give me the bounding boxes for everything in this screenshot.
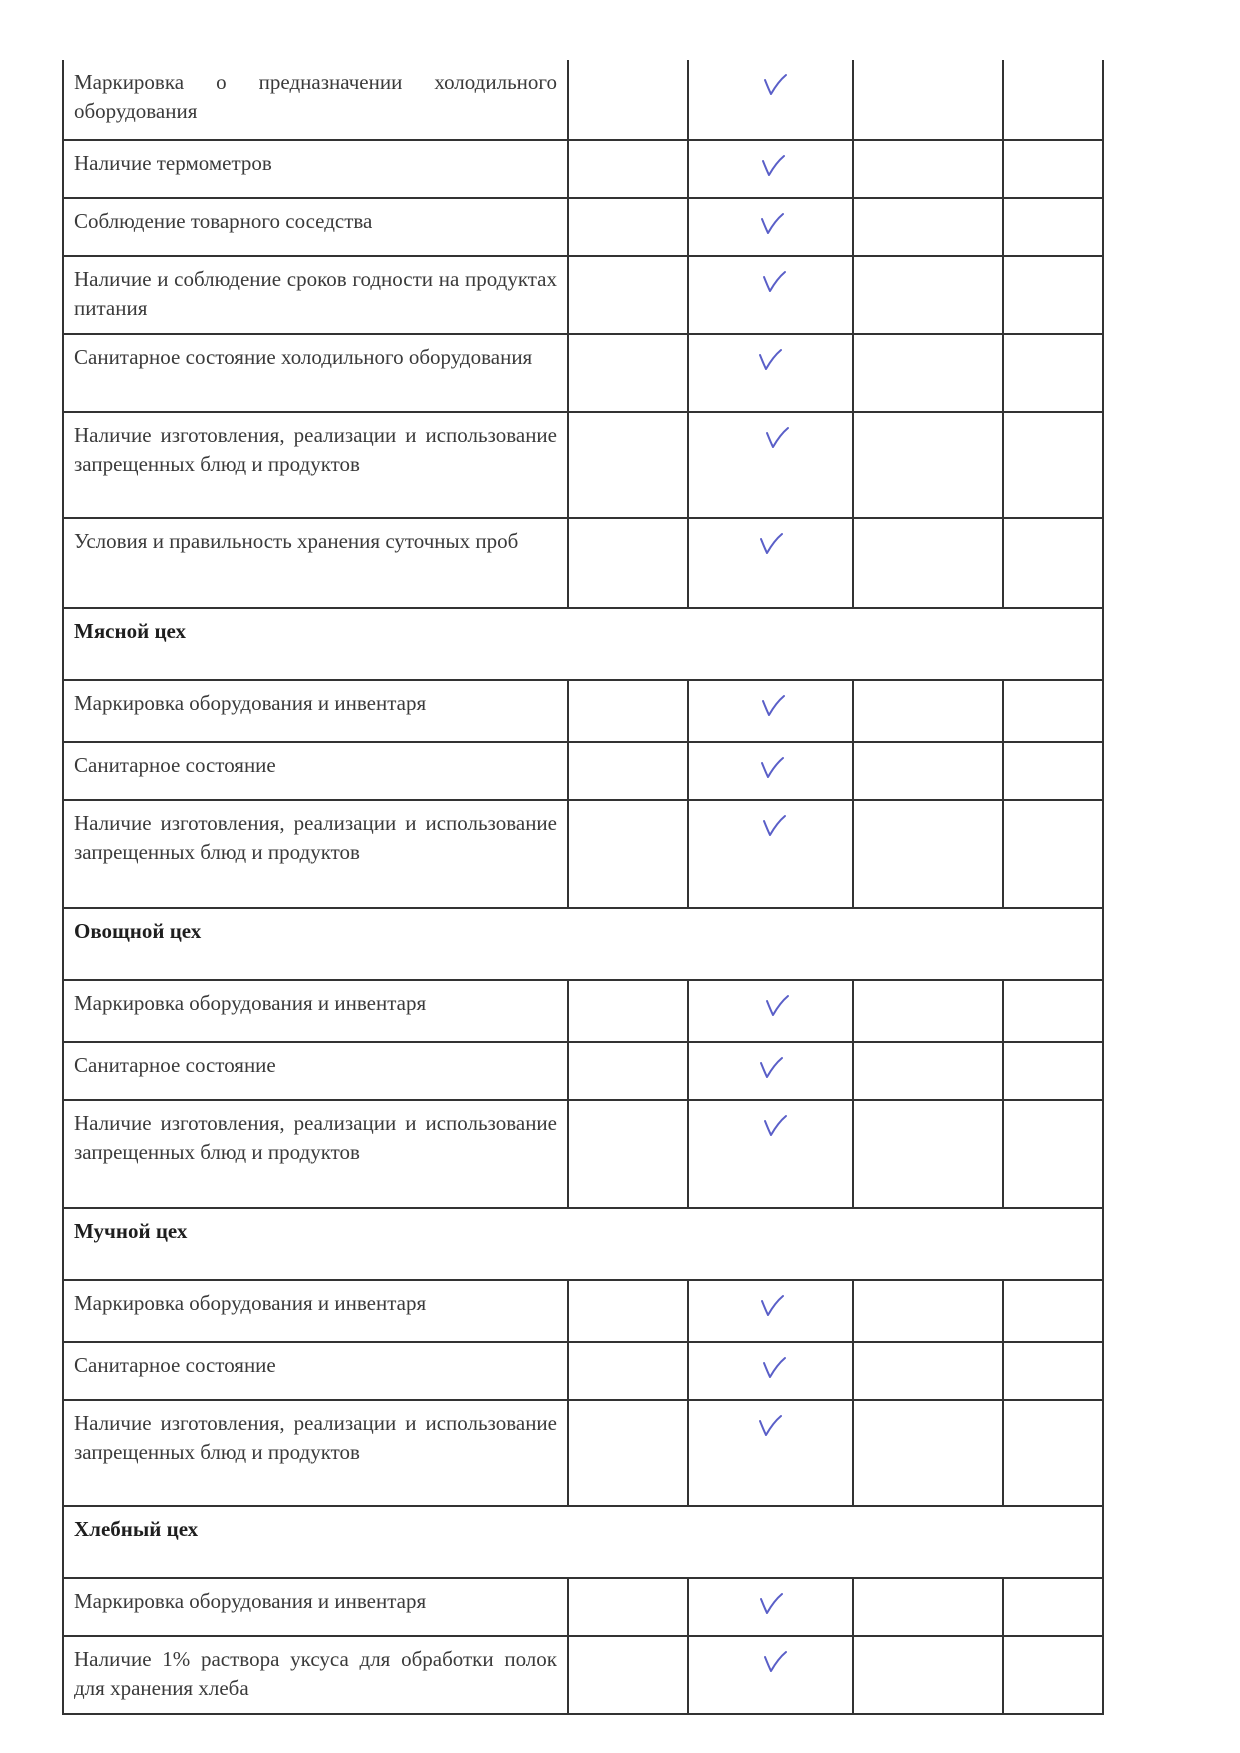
checklist-empty-cell [853, 980, 1003, 1042]
checklist-empty-cell [1003, 60, 1103, 140]
checklist-item-text: Маркировка оборудования и инвентаря [63, 1578, 568, 1636]
checklist-item-text: Условия и правильность хранения суточных проб [63, 518, 568, 608]
checklist-mark-cell[interactable] [688, 518, 853, 608]
section-heading: Овощной цех [63, 908, 1103, 980]
checklist-mark-cell[interactable] [688, 60, 853, 140]
checklist-mark-cell[interactable] [688, 742, 853, 800]
checklist-item-text: Санитарное состояние [63, 742, 568, 800]
checkmark-icon [757, 809, 791, 841]
checklist-mark-cell[interactable] [688, 256, 853, 334]
checkmark-icon [755, 207, 789, 239]
checklist-row [63, 1636, 1103, 1714]
checkmark-icon [754, 1051, 788, 1083]
checklist-row [63, 800, 1103, 908]
checklist-row [63, 980, 1103, 1042]
checklist-item-text: Маркировка о предназначении холодильного оборудования [63, 60, 568, 140]
checkmark-icon [760, 989, 794, 1021]
checklist-row [63, 60, 1103, 140]
checklist-row [63, 1400, 1103, 1506]
checklist-empty-cell [1003, 1042, 1103, 1100]
inspection-checklist-table [62, 60, 1104, 1715]
checkmark-icon [754, 1587, 788, 1619]
checklist-row [63, 1342, 1103, 1400]
checklist-empty-cell [568, 140, 688, 198]
checklist-empty-cell [568, 198, 688, 256]
checklist-empty-cell [568, 1342, 688, 1400]
checklist-empty-cell [568, 1400, 688, 1506]
checklist-item-text: Наличие и соблюдение сроков годности на продуктах питания [63, 256, 568, 334]
checklist-item-text: Наличие 1% раствора уксуса для обработки полок для хранения хлеба [63, 1636, 568, 1714]
checklist-empty-cell [1003, 334, 1103, 412]
checklist-empty-cell [1003, 1342, 1103, 1400]
checklist-mark-cell[interactable] [688, 412, 853, 518]
checklist-empty-cell [853, 1342, 1003, 1400]
checklist-row [63, 680, 1103, 742]
checklist-empty-cell [1003, 140, 1103, 198]
checklist-body [63, 60, 1103, 1714]
checklist-mark-cell[interactable] [688, 334, 853, 412]
checklist-item-text: Санитарное состояние [63, 1342, 568, 1400]
checklist-empty-cell [1003, 198, 1103, 256]
checklist-empty-cell [568, 256, 688, 334]
checkmark-icon [758, 1645, 792, 1677]
checklist-mark-cell[interactable] [688, 140, 853, 198]
checklist-empty-cell [853, 680, 1003, 742]
checklist-empty-cell [568, 742, 688, 800]
checkmark-icon [758, 1109, 792, 1141]
checklist-empty-cell [853, 60, 1003, 140]
checklist-empty-cell [568, 1578, 688, 1636]
checklist-empty-cell [853, 742, 1003, 800]
checklist-row [63, 1100, 1103, 1208]
checklist-empty-cell [568, 980, 688, 1042]
checklist-item-text: Соблюдение товарного соседства [63, 198, 568, 256]
checklist-item-text: Маркировка оборудования и инвентаря [63, 680, 568, 742]
checklist-empty-cell [853, 140, 1003, 198]
checkmark-icon [753, 1409, 787, 1441]
checklist-empty-cell [1003, 742, 1103, 800]
section-heading: Мучной цех [63, 1208, 1103, 1280]
checklist-row [63, 198, 1103, 256]
checklist-empty-cell [853, 1636, 1003, 1714]
checklist-item-text: Маркировка оборудования и инвентаря [63, 980, 568, 1042]
checklist-empty-cell [568, 518, 688, 608]
checklist-empty-cell [568, 1042, 688, 1100]
checklist-empty-cell [568, 412, 688, 518]
checklist-row [63, 1578, 1103, 1636]
checkmark-icon [755, 751, 789, 783]
checklist-item-text: Маркировка оборудования и инвентаря [63, 1280, 568, 1342]
checklist-mark-cell[interactable] [688, 1400, 853, 1506]
section-row [63, 1506, 1103, 1578]
checklist-item-text: Наличие термометров [63, 140, 568, 198]
checklist-empty-cell [1003, 680, 1103, 742]
checklist-empty-cell [853, 1280, 1003, 1342]
checklist-item-text: Наличие изготовления, реализации и использование запрещенных блюд и продуктов [63, 412, 568, 518]
checklist-empty-cell [853, 1400, 1003, 1506]
checklist-row [63, 518, 1103, 608]
checklist-empty-cell [853, 518, 1003, 608]
checklist-empty-cell [853, 198, 1003, 256]
checklist-empty-cell [1003, 1578, 1103, 1636]
checklist-mark-cell[interactable] [688, 198, 853, 256]
checklist-empty-cell [568, 334, 688, 412]
checklist-empty-cell [568, 1280, 688, 1342]
checklist-empty-cell [568, 1636, 688, 1714]
checkmark-icon [756, 689, 790, 721]
checklist-mark-cell[interactable] [688, 1578, 853, 1636]
section-row [63, 608, 1103, 680]
section-heading: Хлебный цех [63, 1506, 1103, 1578]
checklist-item-text: Наличие изготовления, реализации и использование запрещенных блюд и продуктов [63, 800, 568, 908]
checklist-empty-cell [853, 1100, 1003, 1208]
checklist-empty-cell [1003, 518, 1103, 608]
checklist-empty-cell [568, 800, 688, 908]
checklist-row [63, 742, 1103, 800]
checklist-empty-cell [1003, 1100, 1103, 1208]
checkmark-icon [758, 68, 792, 100]
checkmark-icon [757, 265, 791, 297]
checklist-mark-cell[interactable] [688, 1280, 853, 1342]
checklist-mark-cell[interactable] [688, 800, 853, 908]
checkmark-icon [757, 1351, 791, 1383]
checklist-empty-cell [1003, 1280, 1103, 1342]
checklist-row [63, 256, 1103, 334]
checklist-empty-cell [568, 680, 688, 742]
checklist-empty-cell [853, 1578, 1003, 1636]
checkmark-icon [753, 343, 787, 375]
checklist-empty-cell [568, 1100, 688, 1208]
checklist-item-text: Наличие изготовления, реализации и использование запрещенных блюд и продуктов [63, 1400, 568, 1506]
checklist-row [63, 140, 1103, 198]
checkmark-icon [755, 1289, 789, 1321]
checklist-empty-cell [1003, 1636, 1103, 1714]
checklist-empty-cell [853, 800, 1003, 908]
checklist-empty-cell [1003, 412, 1103, 518]
checklist-mark-cell[interactable] [688, 1042, 853, 1100]
checklist-row [63, 334, 1103, 412]
checklist-empty-cell [853, 334, 1003, 412]
checklist-empty-cell [853, 256, 1003, 334]
checklist-empty-cell [853, 1042, 1003, 1100]
checklist-empty-cell [1003, 980, 1103, 1042]
checklist-item-text: Санитарное состояние [63, 1042, 568, 1100]
checklist-mark-cell[interactable] [688, 680, 853, 742]
checklist-row [63, 1042, 1103, 1100]
checklist-mark-cell[interactable] [688, 980, 853, 1042]
checklist-empty-cell [568, 60, 688, 140]
section-heading: Мясной цех [63, 608, 1103, 680]
checklist-mark-cell[interactable] [688, 1100, 853, 1208]
inspection-checklist-sheet [62, 60, 1102, 1715]
section-row [63, 908, 1103, 980]
checkmark-icon [756, 149, 790, 181]
checklist-row [63, 1280, 1103, 1342]
section-row [63, 1208, 1103, 1280]
checklist-row [63, 412, 1103, 518]
checkmark-icon [754, 527, 788, 559]
checklist-empty-cell [1003, 800, 1103, 908]
checklist-item-text: Санитарное состояние холодильного оборудования [63, 334, 568, 412]
checklist-item-text: Наличие изготовления, реализации и использование запрещенных блюд и продуктов [63, 1100, 568, 1208]
checklist-empty-cell [853, 412, 1003, 518]
checklist-empty-cell [1003, 256, 1103, 334]
checklist-mark-cell[interactable] [688, 1342, 853, 1400]
checklist-empty-cell [1003, 1400, 1103, 1506]
checklist-mark-cell[interactable] [688, 1636, 853, 1714]
checkmark-icon [760, 421, 794, 453]
